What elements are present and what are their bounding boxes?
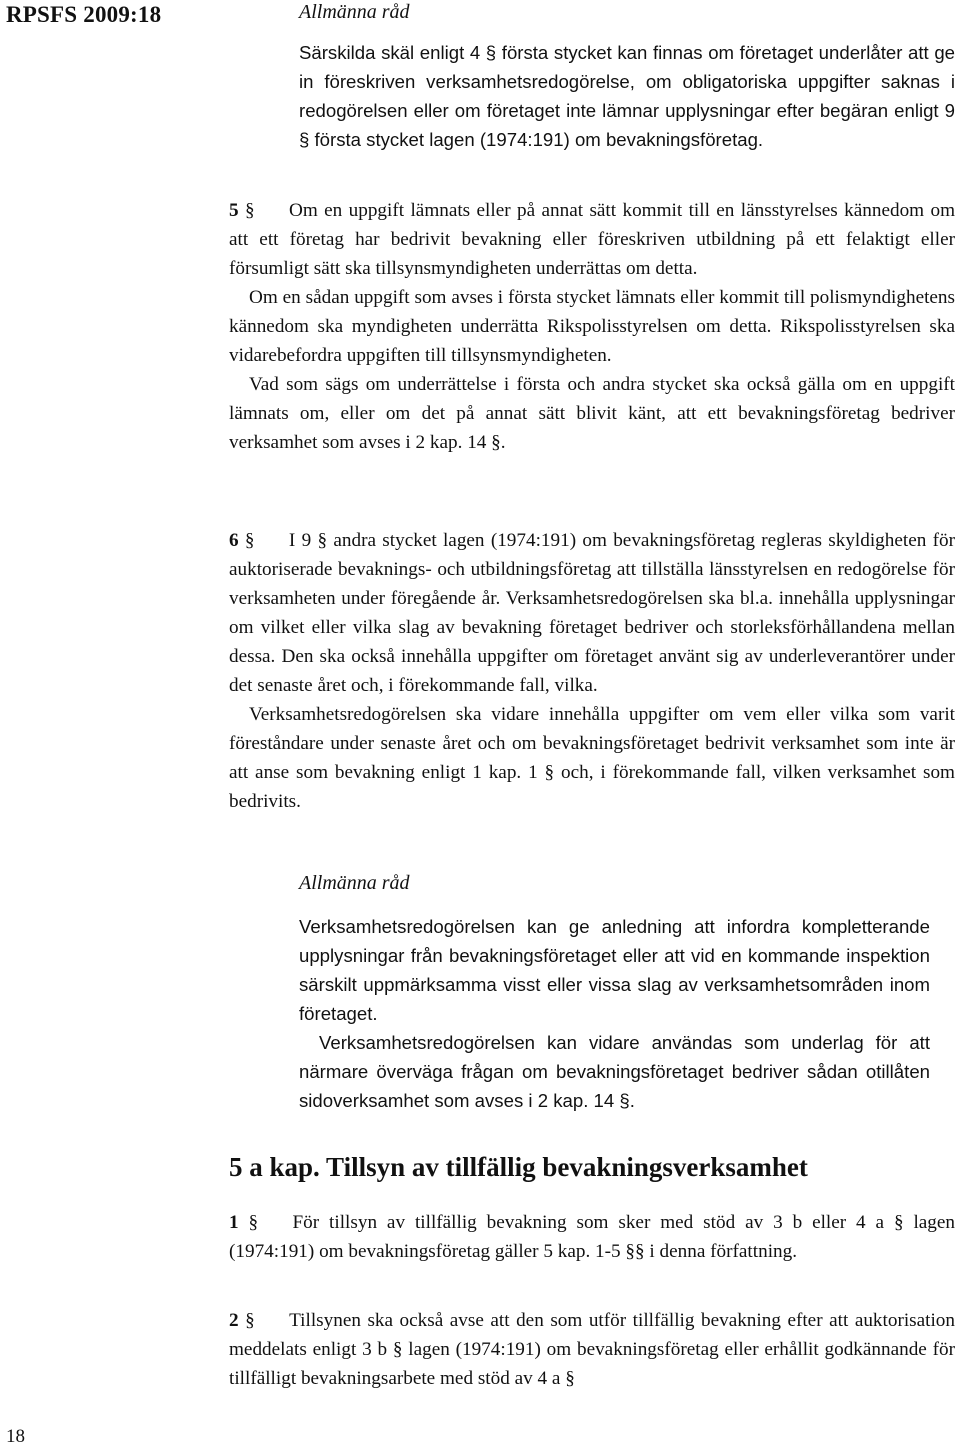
- section-number: 1: [229, 1212, 239, 1233]
- section-5-text-1: Om en uppgift lämnats eller på annat sätt kommit till en länsstyrelses kännedom om att ett företag har bedrivit bevakning eller föreskriven utbildning på ett felaktigt eller försumligt sätt ska tillsynsmyndigheten underrättas om detta.: [229, 200, 955, 279]
- allmanna-rad-text: Särskilda skäl enligt 4 § första stycket kan finnas om företaget underlåter att ge in föreskriven verksamhetsredogörelse, om obligatoriska uppgifter saknas i redogörelsen eller om företaget inte lämnar upplysningar efter begäran enligt 9 § första stycket lagen (1974:191) om bevakningsföretag.: [299, 42, 955, 150]
- section-number: 2: [229, 1310, 239, 1331]
- allmanna-rad-heading: Allmänna råd: [299, 872, 410, 894]
- chapter-5a-section-2: [229, 1306, 955, 1393]
- section-6-para-2: Verksamhetsredogörelsen ska vidare innehålla uppgifter om vem eller vilka som varit föreståndare under senaste året och om bevakningsföretaget bedrivit verksamhet som inte är att anse som bevakning enligt 1 kap. 1 § och, i förekommande fall, vilken verksamhet som bedrivits.: [229, 704, 955, 812]
- section-6-text-1: I 9 § andra stycket lagen (1974:191) om bevakningsföretag regleras skyldigheten för auktoriserade bevaknings- och utbildningsföretag att tillställa länsstyrelsen en redogörelse för verksamheten under föregående år. Verksamhetsredogörelsen ska bl.a. innehålla upplysningar om vilket eller vilka slag av bevakning företaget bedriver och storleksförhållandena mellan dessa. Den ska också innehålla uppgifter om företaget använt sig av underleverantörer under det senaste året och, i förekommande fall, vilka.: [229, 530, 956, 696]
- section-1-text: För tillsyn av tillfällig bevakning som sker med stöd av 3 b eller 4 a § lagen (1974:191) om bevakningsföretag gäller 5 kap. 1-5 §§ i denna författning.: [229, 1212, 956, 1262]
- section-5-para-1: [229, 196, 955, 283]
- chapter-5a-section-1: [229, 1208, 955, 1266]
- section-6-para-1: [229, 526, 955, 700]
- section-5-para-3: Vad som sägs om underrättelse i första och andra stycket ska också gälla om en uppgift lämnats om, eller om det på annat sätt blivit känt, att ett bevakningsföretag bedriver verksamhet som avses i 2 kap. 14 §.: [229, 374, 955, 453]
- section-2-para: [229, 1306, 955, 1393]
- section-symbol: §: [244, 530, 255, 551]
- running-title: RPSFS 2009:18: [6, 2, 162, 27]
- section-5-para-2: Om en sådan uppgift som avses i första stycket lämnats eller kommit till polismyndighetens kännedom ska myndigheten underrätta Rikspolisstyrelsen om detta. Rikspolisstyrelsen ska vidarebefordra uppgiften till tillsynsmyndigheten.: [229, 287, 955, 366]
- allmanna-rad-heading: Allmänna råd: [299, 1, 410, 23]
- section-6: [229, 526, 955, 816]
- section-symbol: §: [244, 200, 255, 221]
- allmanna-rad-paragraph: [299, 38, 955, 154]
- section-number: 6: [229, 530, 239, 551]
- section-number: 5: [229, 200, 239, 221]
- section-2-text: Tillsynen ska också avse att den som utför tillfällig bevakning efter att auktorisation meddelats enligt 3 b § lagen (1974:191) om bevakningsföretag eller erhållit godkännande för tillfälligt bevakningsarbete med stöd av 4 a §: [229, 1310, 955, 1389]
- section-1-para: [229, 1208, 955, 1266]
- chapter-heading: 5 a kap. Tillsyn av tillfällig bevakningsverksamhet: [229, 1152, 808, 1182]
- allmanna-rad-paragraph: [299, 912, 930, 1115]
- section-5: [229, 196, 955, 457]
- page-number: 18: [6, 1426, 25, 1447]
- allmanna-rad-text-2: Verksamhetsredogörelsen kan vidare användas som underlag för att närmare överväga frågan om bevakningsföretaget bedriver sådan otillåten sidoverksamhet som avses i 2 kap. 14 §.: [299, 1032, 930, 1111]
- section-symbol: §: [248, 1212, 259, 1233]
- section-symbol: §: [245, 1310, 255, 1331]
- allmanna-rad-text-1: Verksamhetsredogörelsen kan ge anledning att infordra kompletterande upplysningar från bevakningsföretaget eller att vid en kommande inspektion särskilt uppmärksamma visst eller vissa slag av verksamhetsområden inom företaget.: [299, 916, 930, 1024]
